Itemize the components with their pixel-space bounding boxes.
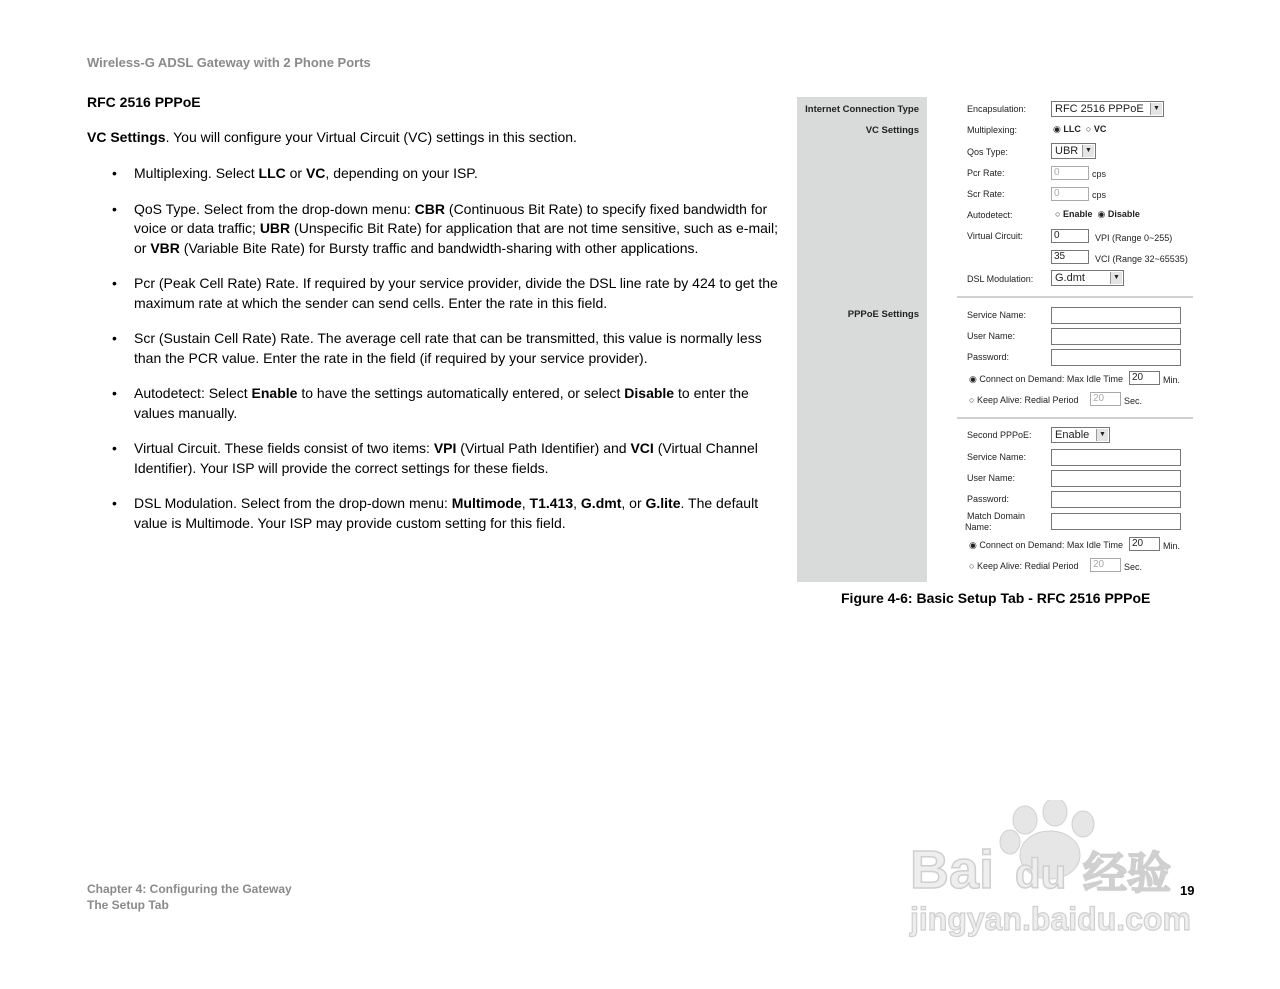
vc-settings-term: VC Settings	[87, 129, 166, 145]
user-name-label: User Name:	[967, 331, 1016, 341]
bullet-text: to enter the values manually.	[134, 385, 749, 421]
bullet-autodetect	[87, 384, 787, 423]
connect-on-demand-label: Connect on Demand: Max Idle Time	[979, 540, 1123, 550]
radio-label-vc: VC	[1093, 124, 1107, 134]
qos-select[interactable]	[1051, 143, 1096, 159]
qos-label: Qos Type:	[967, 147, 1008, 157]
vc-settings-intro	[87, 129, 787, 145]
pcr-label: Pcr Rate:	[967, 168, 1005, 178]
bullet-text: ,	[573, 495, 581, 511]
keep-alive-option	[969, 395, 1079, 405]
footer-section: The Setup Tab	[87, 898, 169, 912]
max-idle-time-input[interactable]: 20	[1129, 371, 1160, 385]
bullet-text: . The default value is Multimode. Your ISP may provide custom setting for this field.	[134, 495, 759, 531]
svg-text:jingyan.baidu.com: jingyan.baidu.com	[910, 901, 1191, 937]
redial-period-input[interactable]: 20	[1090, 392, 1121, 406]
second-password-label: Password:	[967, 494, 1010, 504]
connect-on-demand-option	[969, 374, 1123, 385]
bullet-text: (Virtual Channel Identifier). Your ISP will provide the correct settings for these fields.	[134, 440, 758, 476]
second-max-idle-time-input[interactable]: 20	[1129, 537, 1160, 551]
vpi-input[interactable]: 0	[1051, 229, 1089, 243]
bullet-text: Multiplexing. Select	[134, 165, 259, 181]
virtual-circuit-label: Virtual Circuit:	[967, 231, 1023, 241]
bullet-term: Multimode	[451, 495, 522, 511]
radio-empty-icon[interactable]: ○	[969, 395, 975, 405]
match-domain-label	[967, 511, 1025, 521]
scr-input[interactable]: 0	[1051, 187, 1089, 201]
encapsulation-label: Encapsulation:	[967, 104, 1027, 114]
match-domain-label-2	[965, 522, 992, 532]
section-title: RFC 2516 PPPoE	[87, 94, 201, 110]
bullet-term: UBR	[259, 220, 291, 236]
bullet-term: Disable	[624, 385, 675, 401]
bullet-virtual-circuit	[87, 439, 787, 478]
svg-text:经验: 经验	[1083, 848, 1171, 899]
svg-text:du: du	[1015, 850, 1067, 897]
bullet-dsl-modulation	[87, 494, 787, 533]
baidu-watermark	[905, 800, 1205, 940]
bullet-text: DSL Modulation. Select from the drop-down menu:	[134, 495, 452, 511]
keep-alive-label: Keep Alive: Redial Period	[976, 561, 1079, 571]
min-unit: Min.	[1163, 375, 1181, 385]
multiplexing-options	[1053, 124, 1106, 135]
dsl-modulation-label: DSL Modulation:	[967, 274, 1034, 284]
label-internet-connection-type: Internet Connection Type	[805, 104, 919, 115]
service-name-input[interactable]	[1051, 307, 1181, 324]
password-label: Password:	[967, 352, 1010, 362]
page-number: 19	[1180, 883, 1195, 898]
bullet-text: , depending on your ISP.	[325, 165, 478, 181]
radio-label-llc: LLC	[1063, 124, 1081, 134]
radio-selected-icon[interactable]: ◉	[969, 374, 977, 384]
vci-input[interactable]: 35	[1051, 250, 1089, 264]
bullet-multiplexing	[87, 164, 787, 184]
chevron-down-icon: ▼	[1110, 272, 1122, 284]
bullet-term: T1.413	[529, 495, 574, 511]
svg-text:Bai: Bai	[910, 840, 995, 900]
bullet-qos	[87, 200, 787, 259]
second-keep-alive-option	[969, 561, 1079, 571]
second-password-input[interactable]	[1051, 491, 1181, 508]
vci-range: VCI (Range 32~65535)	[1095, 254, 1188, 264]
setup-screenshot-figure	[797, 97, 1194, 582]
dsl-modulation-value: G.dmt	[1055, 272, 1085, 284]
radio-selected-icon[interactable]: ◉	[1097, 209, 1106, 219]
bullet-term: G.lite	[645, 495, 681, 511]
dsl-modulation-select[interactable]	[1051, 270, 1124, 286]
second-connect-on-demand-option	[969, 540, 1123, 551]
match-domain-text: Name:	[965, 522, 992, 532]
radio-empty-icon[interactable]: ○	[969, 561, 975, 571]
encapsulation-value: RFC 2516 PPPoE	[1055, 103, 1144, 115]
keep-alive-label: Keep Alive: Redial Period	[976, 395, 1079, 405]
figure-label-column	[797, 97, 927, 582]
user-name-input[interactable]	[1051, 328, 1181, 345]
vpi-range: VPI (Range 0~255)	[1095, 233, 1173, 243]
password-input[interactable]	[1051, 349, 1181, 366]
radio-empty-icon[interactable]: ○	[1085, 124, 1092, 134]
radio-selected-icon[interactable]: ◉	[1053, 124, 1061, 134]
bullet-text: to have the settings automatically entered, or select	[297, 385, 625, 401]
bullet-term: VCI	[630, 440, 654, 456]
second-user-name-input[interactable]	[1051, 470, 1181, 487]
min-unit: Min.	[1163, 541, 1181, 551]
section-divider	[957, 296, 1193, 298]
bullet-text: Pcr (Peak Cell Rate) Rate. If required by your service provider, divide the DSL line rate by 424 to get the maximum rate at which the sender can send cells. Enter the rate in this field.	[134, 275, 778, 311]
bullet-term: VPI	[433, 440, 457, 456]
sec-unit: Sec.	[1124, 396, 1143, 406]
figure-caption: Figure 4-6: Basic Setup Tab - RFC 2516 PPPoE	[841, 590, 1151, 606]
section-divider	[957, 417, 1193, 419]
qos-value: UBR	[1055, 145, 1079, 157]
bullet-text: or	[285, 165, 306, 181]
footer-chapter: Chapter 4: Configuring the Gateway	[87, 882, 292, 896]
autodetect-options	[1055, 209, 1140, 220]
label-vc-settings: VC Settings	[865, 125, 919, 136]
bullet-text: ,	[521, 495, 530, 511]
pcr-unit: cps	[1092, 169, 1107, 179]
scr-unit: cps	[1092, 190, 1107, 200]
radio-label-enable: Enable	[1062, 209, 1093, 219]
bullet-term: CBR	[414, 200, 446, 217]
bullet-text: Virtual Circuit. These fields consist of two items:	[134, 440, 434, 456]
second-service-name-label: Service Name:	[967, 452, 1027, 462]
bullet-text: (Continuous Bit Rate) to specify fixed bandwidth for voice or data traffic;	[134, 200, 768, 236]
second-service-name-input[interactable]	[1051, 449, 1181, 466]
second-pppoe-select[interactable]	[1051, 427, 1110, 443]
document-header: Wireless-G ADSL Gateway with 2 Phone Ports	[87, 55, 371, 70]
connect-on-demand-label: Connect on Demand: Max Idle Time	[979, 374, 1123, 384]
service-name-label: Service Name:	[967, 310, 1027, 320]
bullet-text: , or	[621, 495, 646, 511]
bullet-term: LLC	[258, 165, 286, 181]
chevron-down-icon: ▼	[1150, 103, 1162, 115]
match-domain-text: Match Domain	[967, 511, 1026, 521]
bullet-term: VBR	[150, 239, 180, 256]
match-domain-input[interactable]	[1051, 513, 1181, 530]
bullet-scr	[87, 329, 787, 368]
bullet-text: (Variable Bite Rate) for Bursty traffic and bandwidth-sharing with other applications.	[179, 239, 699, 256]
bullet-term: G.dmt	[580, 495, 622, 511]
radio-selected-icon[interactable]: ◉	[969, 540, 977, 550]
bullet-term: VC	[305, 165, 326, 181]
encapsulation-select[interactable]	[1051, 101, 1164, 117]
scr-label: Scr Rate:	[967, 189, 1005, 199]
paw-logo-icon	[905, 800, 1205, 940]
vc-settings-text: . You will configure your Virtual Circuit (VC) settings in this section.	[165, 129, 577, 145]
second-pppoe-value: Enable	[1055, 429, 1090, 441]
autodetect-label: Autodetect:	[967, 210, 1013, 220]
bullet-text: (Unspecific Bit Rate) for application that are not time sensitive, such as e-mail; or	[134, 220, 779, 256]
bullet-text: (Virtual Path Identifier) and	[456, 440, 631, 456]
second-pppoe-label: Second PPPoE:	[967, 430, 1032, 440]
radio-label-disable: Disable	[1107, 209, 1140, 219]
second-redial-period-input[interactable]: 20	[1090, 558, 1121, 572]
bullet-text: Scr (Sustain Cell Rate) Rate. The average cell rate that can be transmitted, this value is normally less than the PCR value. Enter the rate in the field (if required by your service provider).	[134, 330, 762, 366]
bullet-text: QoS Type. Select from the drop-down menu:	[134, 200, 415, 217]
label-pppoe-settings: PPPoE Settings	[847, 309, 919, 320]
bullet-text: Autodetect: Select	[134, 385, 252, 401]
chevron-down-icon: ▼	[1082, 145, 1094, 157]
settings-bullet-list	[87, 164, 787, 549]
pcr-input[interactable]: 0	[1051, 166, 1089, 180]
second-user-name-label: User Name:	[967, 473, 1016, 483]
bullet-term: Enable	[251, 385, 298, 401]
sec-unit: Sec.	[1124, 562, 1143, 572]
radio-empty-icon[interactable]: ○	[1055, 209, 1061, 219]
multiplexing-label: Multiplexing:	[967, 125, 1018, 135]
bullet-pcr	[87, 274, 787, 313]
chevron-down-icon: ▼	[1096, 429, 1108, 441]
